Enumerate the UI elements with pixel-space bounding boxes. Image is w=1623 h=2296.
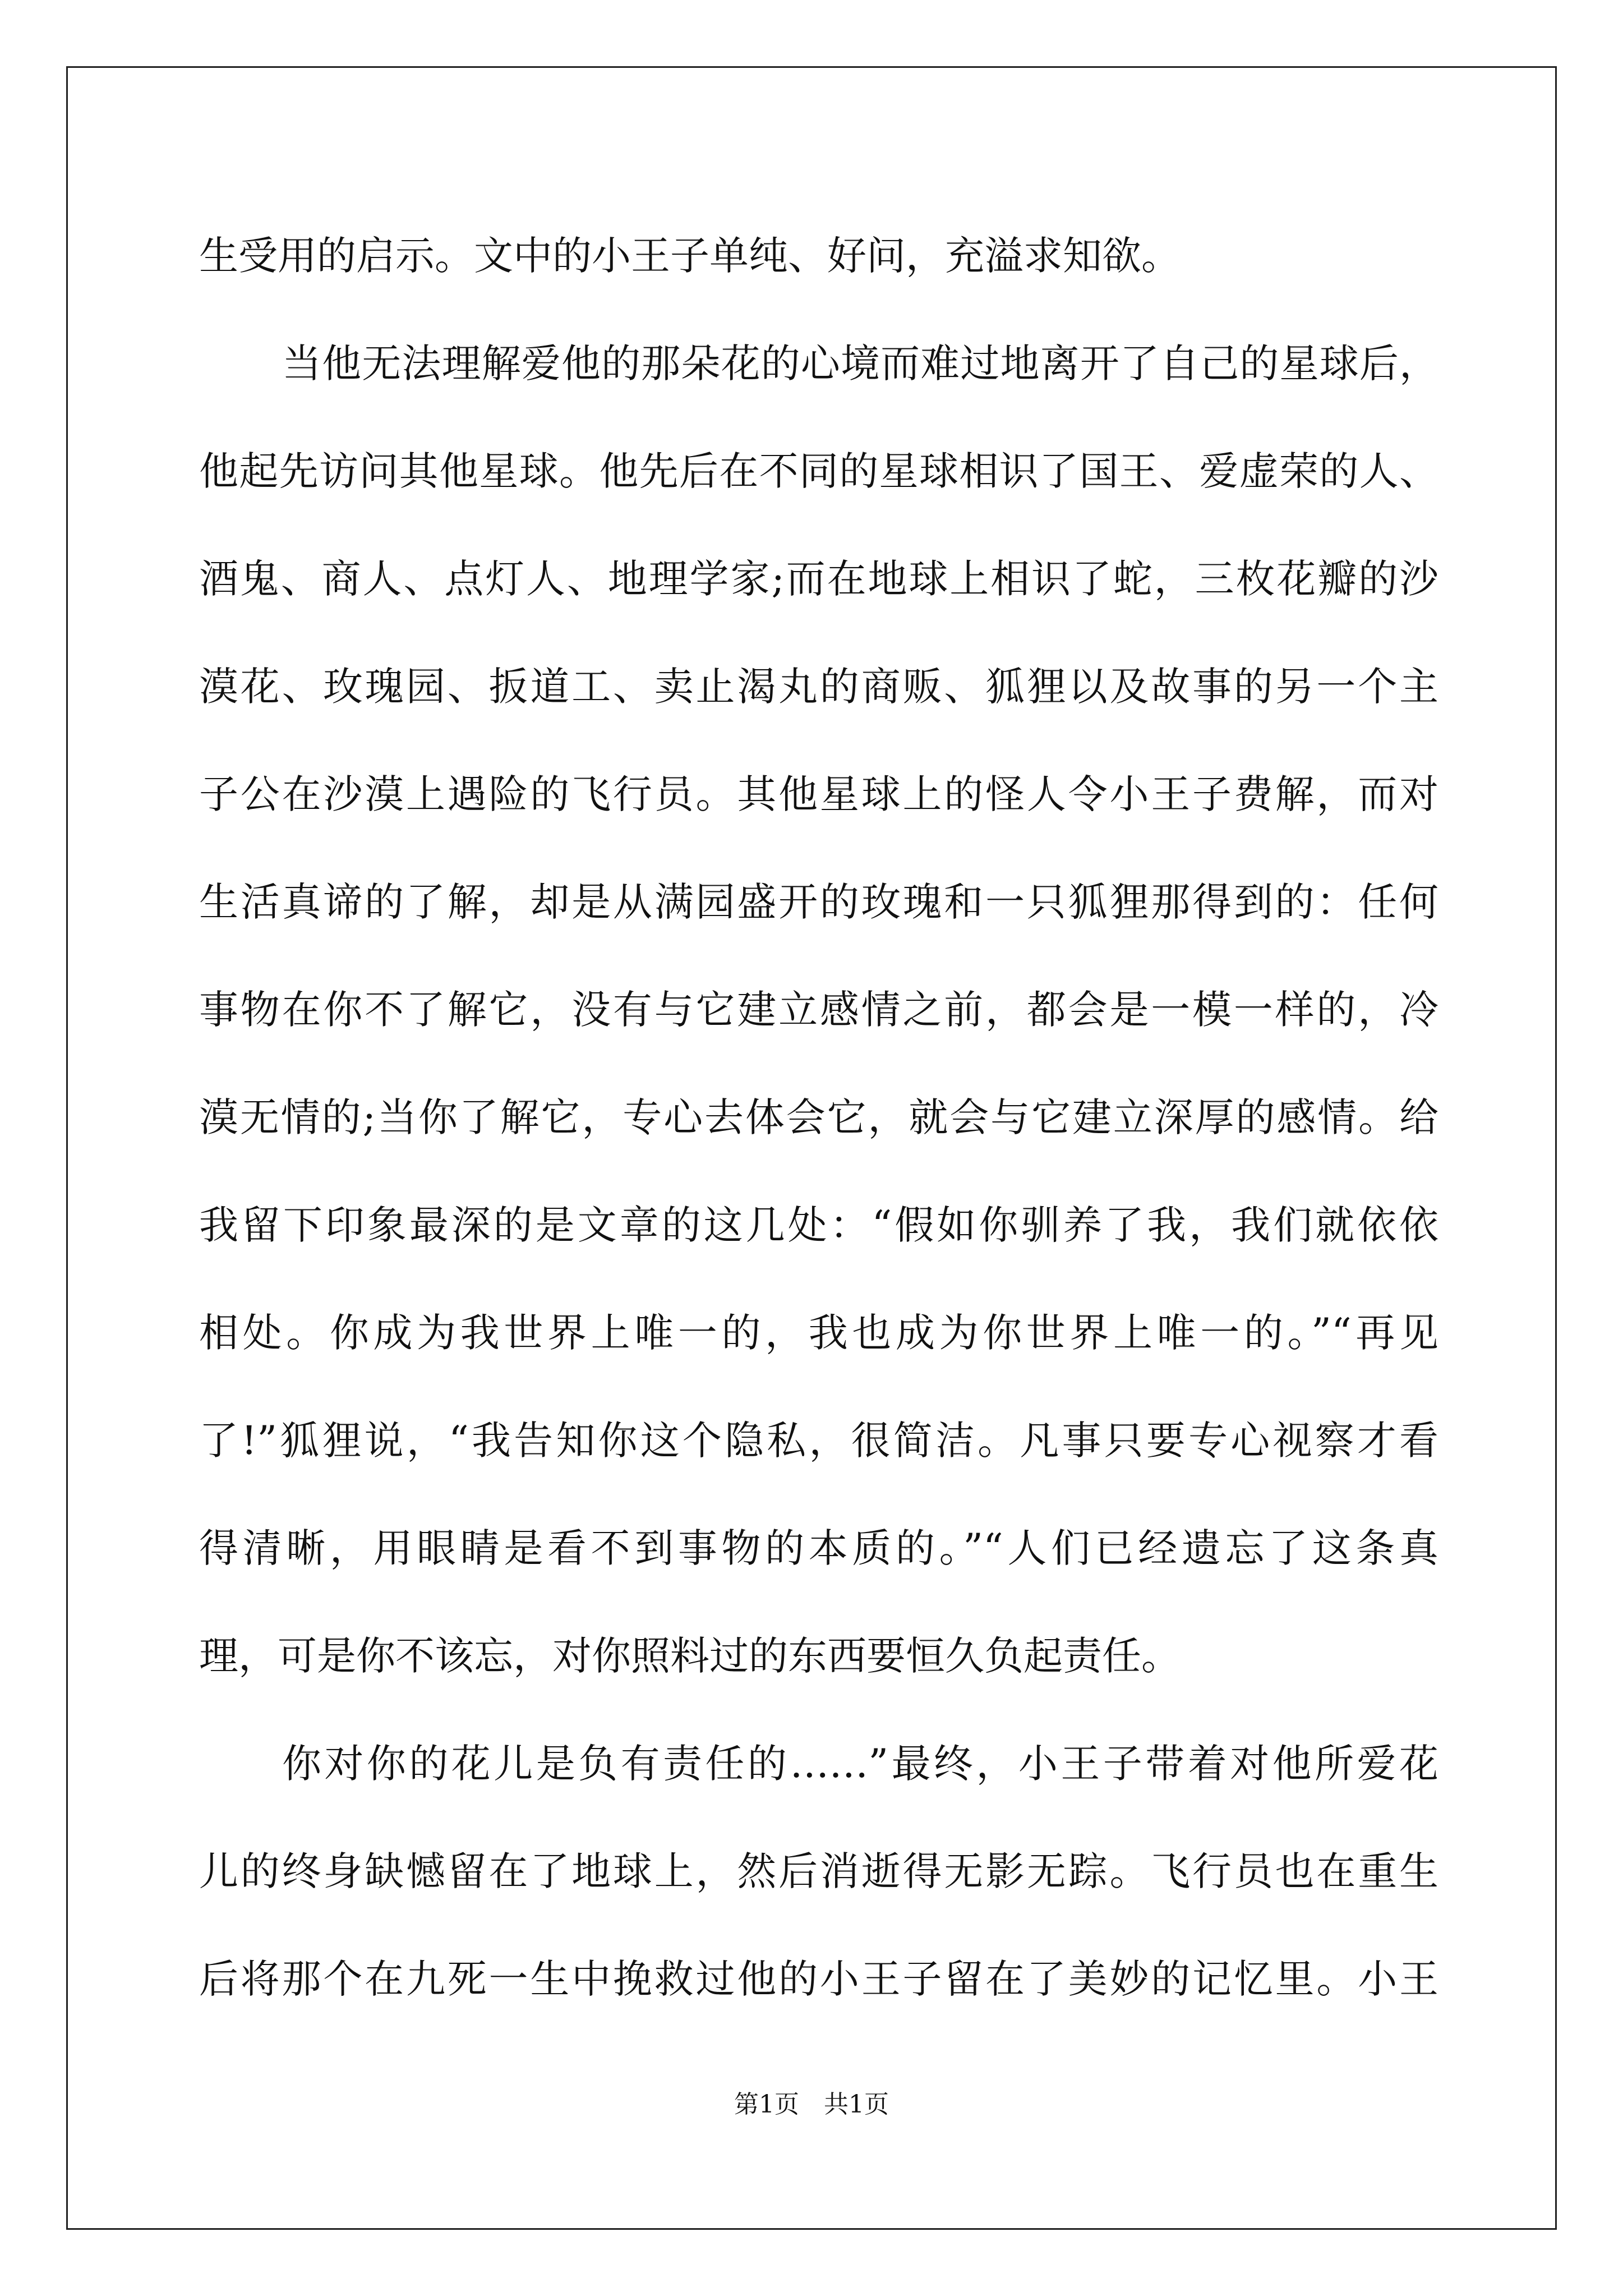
text-line: 后将那个在九死一生中挽救过他的小王子留在了美妙的记忆里。小王	[199, 1956, 1438, 2002]
text-line: 理，可是你不该忘，对你照料过的东西要恒久负起责任。	[199, 1633, 1181, 1679]
text-line: 漠花、玫瑰园、扳道工、卖止渴丸的商贩、狐狸以及故事的另一个主	[199, 664, 1438, 710]
text-line: 了!”狐狸说，“我告知你这个隐私，很简洁。凡事只要专心视察才看	[199, 1418, 1438, 1464]
page-footer: 第1页 共1页	[734, 2090, 889, 2119]
text-line: 得清晰，用眼睛是看不到事物的本质的。”“人们已经遗忘了这条真	[199, 1525, 1438, 1571]
text-line: 漠无情的;当你了解它，专心去体会它，就会与它建立深厚的感情。给	[199, 1094, 1438, 1140]
text-line: 相处。你成为我世界上唯一的，我也成为你世界上唯一的。”“再见	[199, 1310, 1438, 1356]
text-line: 他起先访问其他星球。他先后在不同的星球相识了国王、爱虚荣的人、	[199, 448, 1438, 494]
document-body	[199, 202, 1438, 2033]
text-line: 我留下印象最深的是文章的这几处：“假如你驯养了我，我们就依依	[199, 1202, 1438, 1248]
text-line: 当他无法理解爱他的那朵花的心境而难过地离开了自己的星球后，	[282, 341, 1438, 386]
text-line: 生受用的启示。文中的小王子单纯、好问，充溢求知欲。	[199, 233, 1181, 279]
text-line: 子公在沙漠上遇险的飞行员。其他星球上的怪人令小王子费解，而对	[199, 771, 1438, 817]
text-line: 事物在你不了解它，没有与它建立感情之前，都会是一模一样的，冷	[199, 987, 1438, 1033]
text-line: 酒鬼、商人、点灯人、地理学家;而在地球上相识了蛇，三枚花瓣的沙	[199, 556, 1438, 602]
text-line: 生活真谛的了解，却是从满园盛开的玫瑰和一只狐狸那得到的：任何	[199, 879, 1438, 925]
text-line: 你对你的花儿是负有责任的……”最终，小王子带着对他所爱花	[282, 1741, 1438, 1787]
text-line: 儿的终身缺憾留在了地球上，然后消逝得无影无踪。飞行员也在重生	[199, 1848, 1438, 1894]
